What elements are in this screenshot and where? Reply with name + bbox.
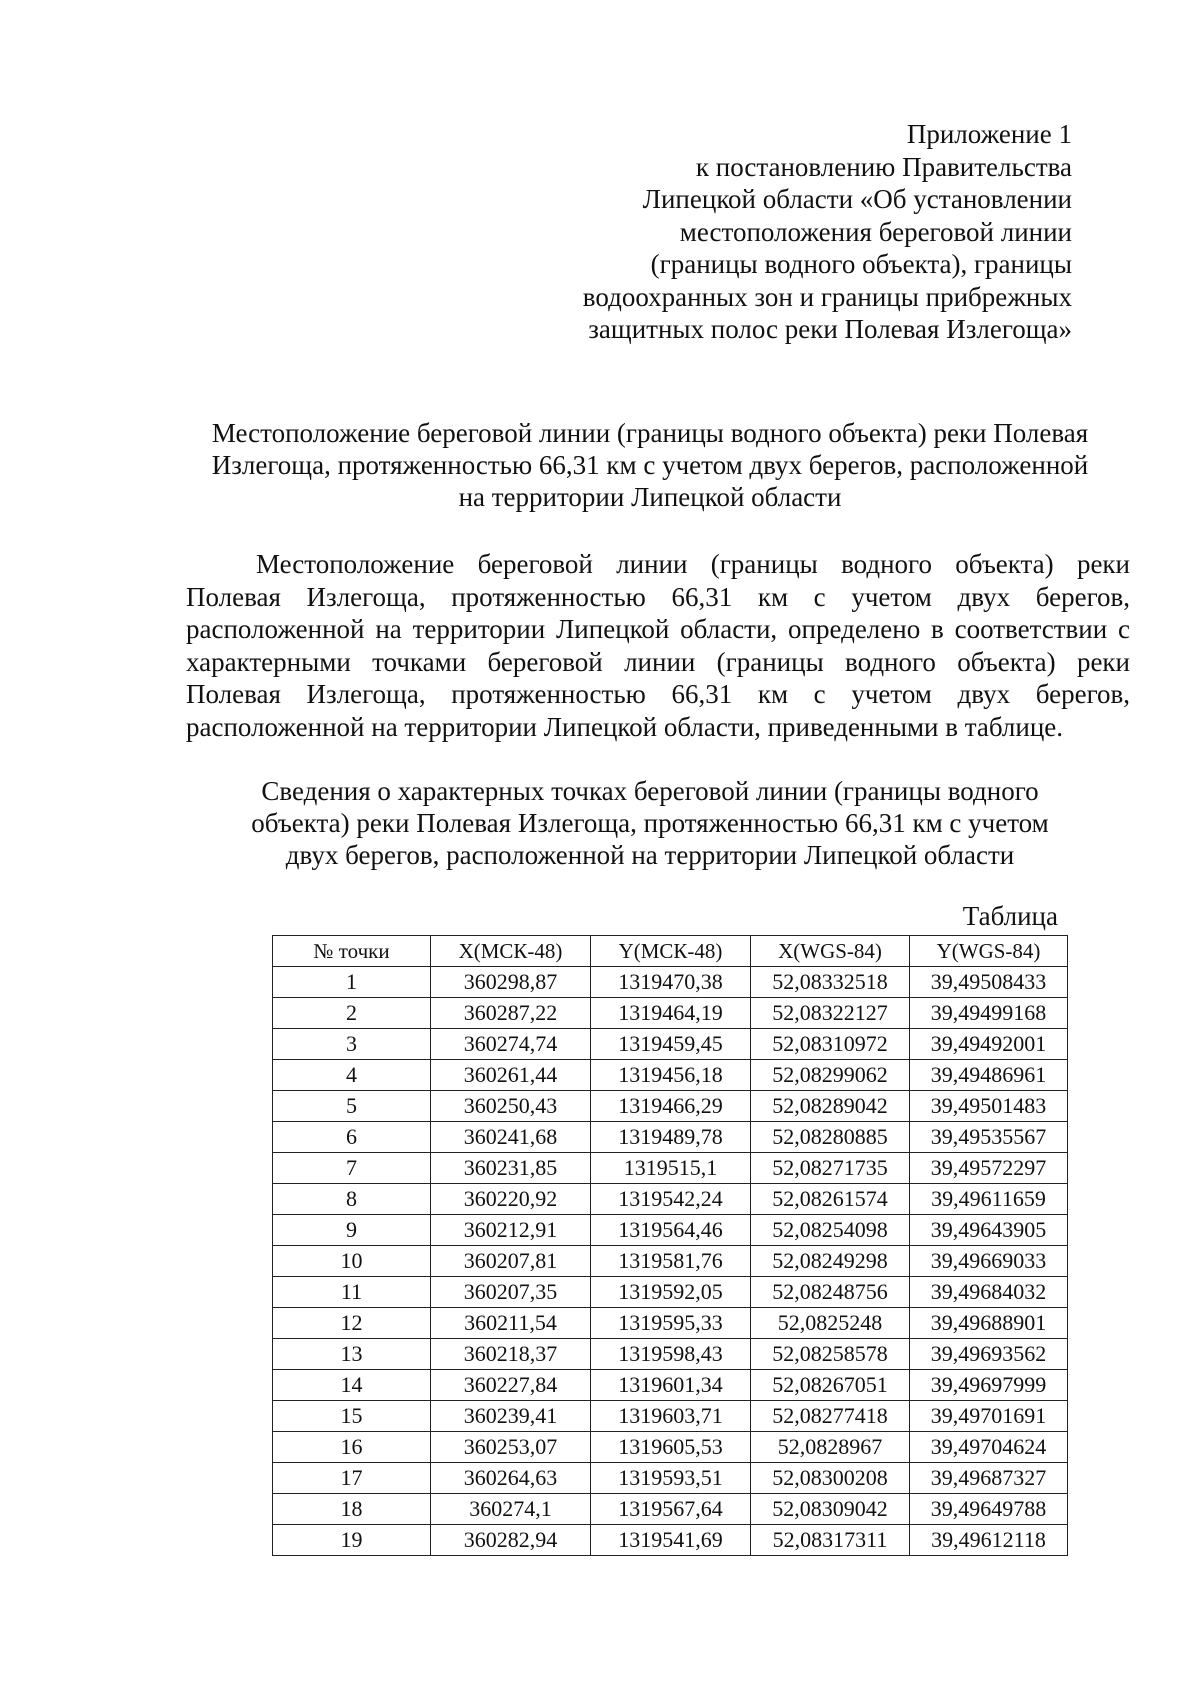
paragraph-line: Полевая Излегоща, протяженностью 66,31 км с учетом двух берегов, <box>186 679 1130 709</box>
cell-y-wgs84: 39,49492001 <box>910 1029 1068 1060</box>
cell-x-msk48: 360282,94 <box>431 1525 591 1556</box>
cell-x-msk48: 360239,41 <box>431 1401 591 1432</box>
table-row <box>273 998 1068 1029</box>
table-row <box>273 1153 1068 1184</box>
cell-y-msk48: 1319515,1 <box>591 1153 751 1184</box>
cell-x-wgs84: 52,0828967 <box>751 1432 910 1463</box>
table-row <box>273 1029 1068 1060</box>
cell-y-wgs84: 39,49701691 <box>910 1401 1068 1432</box>
cell-y-wgs84: 39,49649788 <box>910 1494 1068 1525</box>
cell-point-number: 2 <box>273 998 431 1029</box>
cell-x-msk48: 360264,63 <box>431 1463 591 1494</box>
cell-y-msk48: 1319466,29 <box>591 1091 751 1122</box>
cell-x-msk48: 360218,37 <box>431 1339 591 1370</box>
cell-y-wgs84: 39,49535567 <box>910 1122 1068 1153</box>
cell-x-wgs84: 52,08289042 <box>751 1091 910 1122</box>
cell-y-wgs84: 39,49572297 <box>910 1153 1068 1184</box>
table-row <box>273 1215 1068 1246</box>
cell-y-msk48: 1319464,19 <box>591 998 751 1029</box>
cell-x-wgs84: 52,08261574 <box>751 1184 910 1215</box>
table-row <box>273 1370 1068 1401</box>
cell-x-wgs84: 52,08322127 <box>751 998 910 1029</box>
paragraph-line: Полевая Излегоща, протяженностью 66,31 км с учетом двух берегов, <box>186 581 1130 612</box>
cell-point-number: 11 <box>273 1277 431 1308</box>
cell-x-wgs84: 52,08309042 <box>751 1494 910 1525</box>
cell-x-msk48: 360212,91 <box>431 1215 591 1246</box>
cell-point-number: 17 <box>273 1463 431 1494</box>
table-header-row <box>273 936 1068 967</box>
cell-point-number: 15 <box>273 1401 431 1432</box>
cell-x-wgs84: 52,08267051 <box>751 1370 910 1401</box>
cell-y-wgs84: 39,49697999 <box>910 1370 1068 1401</box>
cell-y-msk48: 1319470,38 <box>591 967 751 998</box>
coordinates-table <box>272 935 1068 1556</box>
cell-x-wgs84: 52,08310972 <box>751 1029 910 1060</box>
table-row <box>273 1308 1068 1339</box>
cell-x-msk48: 360227,84 <box>431 1370 591 1401</box>
cell-point-number: 6 <box>273 1122 431 1153</box>
document-title <box>170 417 1130 513</box>
cell-y-wgs84: 39,49499168 <box>910 998 1068 1029</box>
cell-point-number: 19 <box>273 1525 431 1556</box>
cell-x-msk48: 360274,74 <box>431 1029 591 1060</box>
cell-y-msk48: 1319541,69 <box>591 1525 751 1556</box>
cell-y-msk48: 1319564,46 <box>591 1215 751 1246</box>
appendix-line: к постановлению Правительства <box>695 151 1072 182</box>
cell-point-number: 12 <box>273 1308 431 1339</box>
cell-y-wgs84: 39,49611659 <box>910 1184 1068 1215</box>
cell-x-msk48: 360261,44 <box>431 1060 591 1091</box>
cell-y-msk48: 1319603,71 <box>591 1401 751 1432</box>
header-y-msk48: Y(МСК-48) <box>591 936 751 967</box>
cell-point-number: 14 <box>273 1370 431 1401</box>
caption-line: двух берегов, расположенной на территории Липецкой области <box>285 840 1015 870</box>
cell-x-wgs84: 52,08249298 <box>751 1246 910 1277</box>
header-y-wgs84: Y(WGS-84) <box>910 936 1068 967</box>
paragraph-line: расположенной на территории Липецкой области, определено в соответствии с <box>186 614 1130 644</box>
cell-y-wgs84: 39,49501483 <box>910 1091 1068 1122</box>
cell-point-number: 5 <box>273 1091 431 1122</box>
cell-y-wgs84: 39,49508433 <box>910 967 1068 998</box>
cell-y-wgs84: 39,49643905 <box>910 1215 1068 1246</box>
cell-point-number: 18 <box>273 1494 431 1525</box>
cell-point-number: 1 <box>273 967 431 998</box>
title-line: Местоположение береговой линии (границы водного объекта) реки Полевая <box>211 418 1089 448</box>
caption-line: объекта) реки Полевая Излегоща, протяженностью 66,31 км с учетом <box>251 808 1049 838</box>
cell-x-wgs84: 52,08254098 <box>751 1215 910 1246</box>
table-row <box>273 1401 1068 1432</box>
cell-y-msk48: 1319459,45 <box>591 1029 751 1060</box>
cell-x-msk48: 360220,92 <box>431 1184 591 1215</box>
cell-x-msk48: 360207,35 <box>431 1277 591 1308</box>
cell-x-wgs84: 52,08277418 <box>751 1401 910 1432</box>
cell-point-number: 10 <box>273 1246 431 1277</box>
cell-x-msk48: 360274,1 <box>431 1494 591 1525</box>
table-row <box>273 967 1068 998</box>
table-caption <box>170 775 1130 871</box>
cell-point-number: 4 <box>273 1060 431 1091</box>
cell-y-wgs84: 39,49486961 <box>910 1060 1068 1091</box>
cell-x-wgs84: 52,08332518 <box>751 967 910 998</box>
cell-x-msk48: 360287,22 <box>431 998 591 1029</box>
cell-y-msk48: 1319598,43 <box>591 1339 751 1370</box>
cell-y-msk48: 1319605,53 <box>591 1432 751 1463</box>
cell-y-wgs84: 39,49688901 <box>910 1308 1068 1339</box>
cell-point-number: 13 <box>273 1339 431 1370</box>
cell-x-wgs84: 52,08258578 <box>751 1339 910 1370</box>
appendix-line: водоохранных зон и границы прибрежных <box>582 281 1072 312</box>
cell-x-wgs84: 52,08317311 <box>751 1525 910 1556</box>
cell-point-number: 9 <box>273 1215 431 1246</box>
header-x-msk48: X(МСК-48) <box>431 936 591 967</box>
cell-y-wgs84: 39,49693562 <box>910 1339 1068 1370</box>
appendix-line: (границы водного объекта), границы <box>650 249 1072 279</box>
table-row <box>273 1277 1068 1308</box>
cell-x-msk48: 360211,54 <box>431 1308 591 1339</box>
table-row <box>273 1184 1068 1215</box>
cell-y-msk48: 1319595,33 <box>591 1308 751 1339</box>
cell-y-msk48: 1319489,78 <box>591 1122 751 1153</box>
title-line: Излегоща, протяженностью 66,31 км с учетом двух берегов, расположенной <box>211 450 1089 480</box>
header-x-wgs84: X(WGS-84) <box>751 936 910 967</box>
cell-point-number: 8 <box>273 1184 431 1215</box>
cell-x-msk48: 360250,43 <box>431 1091 591 1122</box>
table-row <box>273 1091 1068 1122</box>
cell-point-number: 7 <box>273 1153 431 1184</box>
paragraph-line: характерными точками береговой линии (границы водного объекта) реки <box>186 646 1130 677</box>
table-row <box>273 1339 1068 1370</box>
table-label: Таблица <box>962 901 1058 931</box>
appendix-line: Липецкой области «Об установлении <box>642 184 1072 214</box>
cell-point-number: 16 <box>273 1432 431 1463</box>
cell-y-msk48: 1319567,64 <box>591 1494 751 1525</box>
paragraph-line: расположенной на территории Липецкой области, приведенными в таблице. <box>186 711 1064 742</box>
table-row <box>273 1463 1068 1494</box>
body-paragraph <box>186 548 1130 743</box>
table-row <box>273 1060 1068 1091</box>
cell-x-msk48: 360298,87 <box>431 967 591 998</box>
appendix-line: местоположения береговой линии <box>679 216 1072 247</box>
cell-x-wgs84: 52,08300208 <box>751 1463 910 1494</box>
cell-x-msk48: 360241,68 <box>431 1122 591 1153</box>
table-row <box>273 1246 1068 1277</box>
table-row <box>273 1525 1068 1556</box>
cell-x-wgs84: 52,0825248 <box>751 1308 910 1339</box>
appendix-header <box>512 118 1072 346</box>
cell-y-wgs84: 39,49612118 <box>910 1525 1068 1556</box>
cell-y-wgs84: 39,49684032 <box>910 1277 1068 1308</box>
table-row <box>273 1122 1068 1153</box>
appendix-line: Приложение 1 <box>906 119 1072 149</box>
cell-y-wgs84: 39,49704624 <box>910 1432 1068 1463</box>
cell-y-wgs84: 39,49669033 <box>910 1246 1068 1277</box>
cell-x-msk48: 360231,85 <box>431 1153 591 1184</box>
paragraph-line: Местоположение береговой линии (границы водного объекта) реки <box>256 549 1130 579</box>
cell-x-wgs84: 52,08299062 <box>751 1060 910 1091</box>
cell-x-wgs84: 52,08271735 <box>751 1153 910 1184</box>
header-point-number: № точки <box>273 936 431 967</box>
cell-y-msk48: 1319581,76 <box>591 1246 751 1277</box>
cell-point-number: 3 <box>273 1029 431 1060</box>
table-row <box>273 1494 1068 1525</box>
cell-x-msk48: 360207,81 <box>431 1246 591 1277</box>
cell-y-wgs84: 39,49687327 <box>910 1463 1068 1494</box>
title-line: на территории Липецкой области <box>458 482 842 512</box>
cell-y-msk48: 1319456,18 <box>591 1060 751 1091</box>
cell-x-wgs84: 52,08280885 <box>751 1122 910 1153</box>
cell-y-msk48: 1319593,51 <box>591 1463 751 1494</box>
table-body <box>273 967 1068 1556</box>
cell-y-msk48: 1319592,05 <box>591 1277 751 1308</box>
cell-y-msk48: 1319601,34 <box>591 1370 751 1401</box>
table-row <box>273 1432 1068 1463</box>
cell-x-wgs84: 52,08248756 <box>751 1277 910 1308</box>
appendix-line: защитных полос реки Полевая Излегоща» <box>588 314 1072 344</box>
cell-y-msk48: 1319542,24 <box>591 1184 751 1215</box>
caption-line: Сведения о характерных точках береговой линии (границы водного <box>261 776 1039 806</box>
cell-x-msk48: 360253,07 <box>431 1432 591 1463</box>
